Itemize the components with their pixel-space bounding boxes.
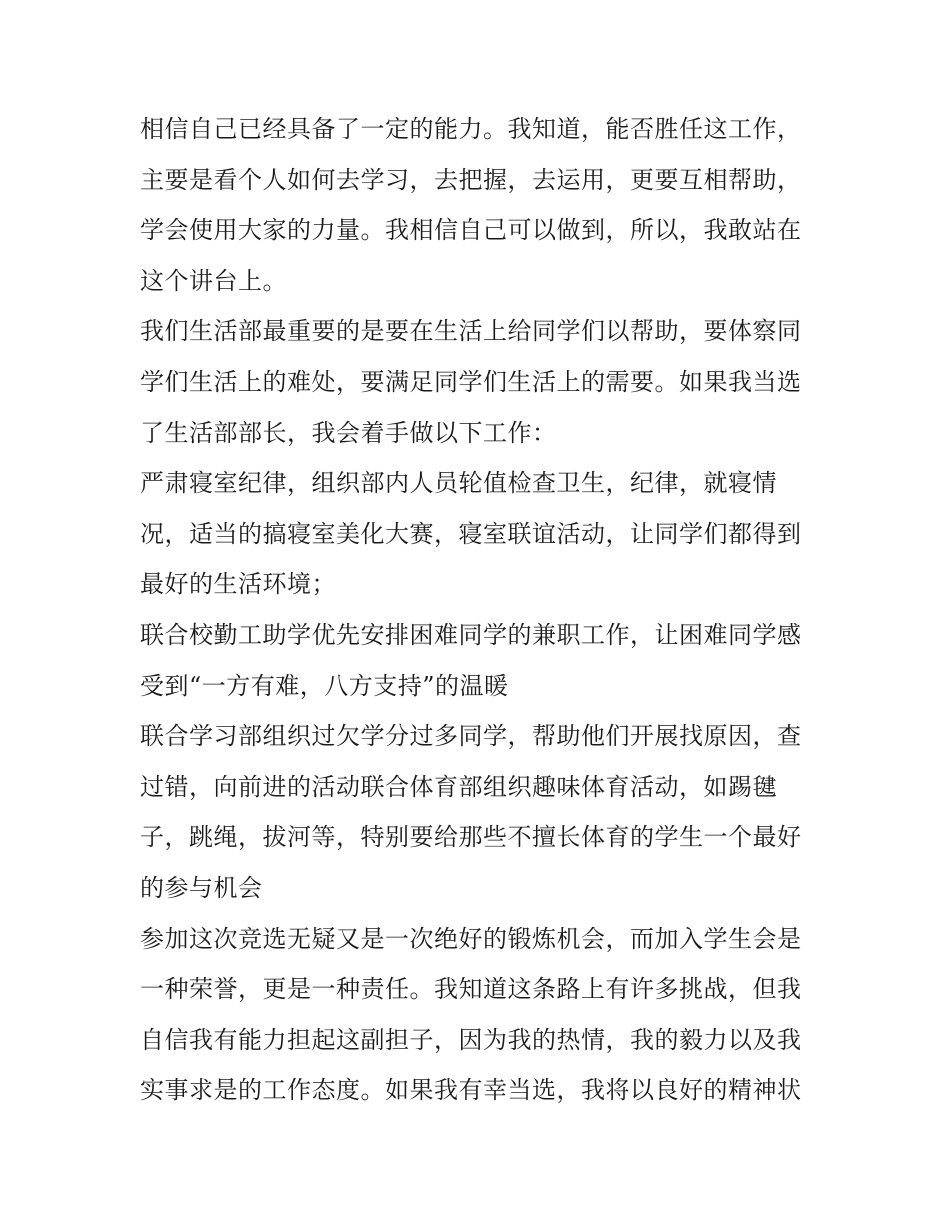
text-line: 的参与机会	[140, 873, 263, 902]
text-line: 相信自己已经具备了一定的能力。我知道，能否胜任这工作，	[140, 115, 802, 143]
text-line: 主要是看个人如何去学习，去把握，去运用，更要互相帮助，	[140, 165, 802, 194]
text-line: 况，适当的搞寝室美化大赛，寝室联谊活动，让同学们都得到	[140, 519, 802, 548]
text-line: 一种荣誉，更是一种责任。我知道这条路上有许多挑战，但我	[140, 975, 802, 1004]
text-line: 过错，向前进的活动联合体育部组织趣味体育活动，如踢毽	[140, 772, 777, 801]
text-line: 我们生活部最重要的是要在生活上给同学们以帮助，要体察同	[140, 317, 802, 346]
text-line: 严肃寝室纪律，组织部内人员轮值检查卫生，纪律，就寝情	[140, 469, 777, 498]
text-line: 联合学习部组织过欠学分过多同学，帮助他们开展找原因，查	[140, 722, 802, 751]
text-line: 了生活部部长，我会着手做以下工作：	[140, 418, 557, 447]
document-body	[140, 104, 820, 1116]
text-line: 子，跳绳，拔河等，特别要给那些不擅长体育的学生一个最好	[140, 823, 802, 852]
text-line: 自信我有能力担起这副担子，因为我的热情，我的毅力以及我	[140, 1025, 802, 1054]
text-line: 参加这次竞选无疑又是一次绝好的锻炼机会，而加入学生会是	[140, 924, 802, 953]
text-line: 受到“一方有难，八方支持”的温暖	[140, 671, 509, 700]
text-line: 实事求是的工作态度。如果我有幸当选，我将以良好的精神状	[140, 1076, 802, 1105]
text-line: 学会使用大家的力量。我相信自己可以做到，所以，我敢站在	[140, 216, 802, 245]
text-line: 联合校勤工助学优先安排困难同学的兼职工作，让困难同学感	[140, 620, 802, 649]
text-line: 最好的生活环境；	[140, 570, 336, 599]
text-line: 学们生活上的难处，要满足同学们生活上的需要。如果我当选	[140, 367, 802, 396]
text-line: 这个讲台上。	[140, 266, 287, 295]
